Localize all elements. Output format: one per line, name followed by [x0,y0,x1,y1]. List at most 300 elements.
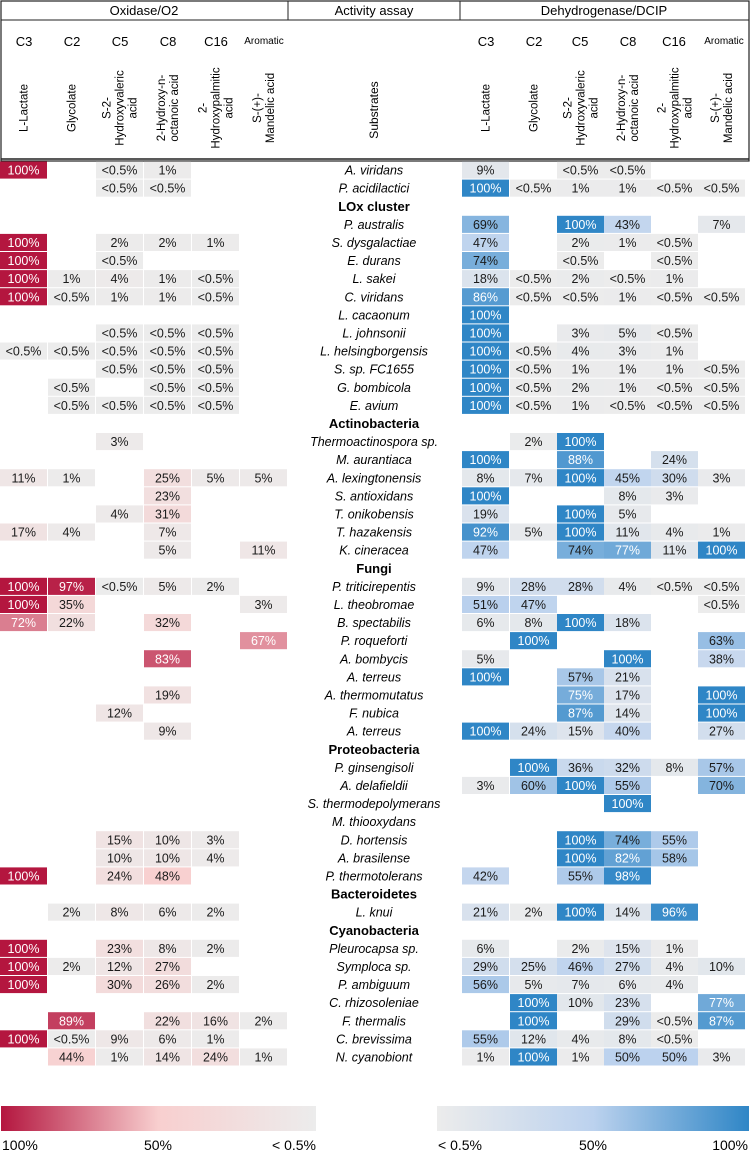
row-label: F. nubica [349,706,399,721]
ox-cell-label: 48% [154,869,181,884]
dh-cell-label: 6% [476,941,495,956]
dh-cell-label: 96% [661,905,688,920]
row-label: L. sakei [352,272,396,287]
dh-cell-label: 45% [614,471,641,486]
dh-cell-label: <0.5% [515,272,552,287]
dh-cell-label: 1% [665,272,684,287]
dh-cell-label: 50% [614,1050,641,1065]
ox-cell-label: 1% [158,272,177,287]
ox-cell-label: <0.5% [149,362,186,377]
dh-cell-label: 9% [476,579,495,594]
ox-cell-label: <0.5% [101,163,138,178]
dh-cell-label: 100% [564,833,597,848]
ox-cell-label: 2% [62,959,81,974]
ox-cell-label: 4% [110,507,129,522]
dh-cell-label: 100% [564,616,597,631]
ox-cell-label: 1% [158,290,177,305]
ox-col-name-1: Glycolate [66,84,79,132]
row-label: M. thiooxydans [331,815,417,830]
row-label: T. onikobensis [334,507,414,522]
dh-cell-label: 4% [665,959,684,974]
row-label: A. terreus [346,670,402,685]
ox-cell-label: <0.5% [53,398,90,413]
dh-cell-label: <0.5% [703,398,740,413]
ox-cell-label: 24% [202,1050,229,1065]
ox-cell-label: 2% [62,905,81,920]
dh-cell-label: <0.5% [656,326,693,341]
dh-cell-label: 86% [472,290,499,305]
ox-cell-label: 89% [58,1014,85,1029]
dh-cell-label: 77% [708,996,735,1011]
dh-cell-label: 56% [472,978,499,993]
dh-cell-label: <0.5% [515,380,552,395]
dh-cell-label: 100% [564,471,597,486]
dh-cell-label: 5% [476,652,495,667]
dh-cell-label: 57% [567,670,594,685]
ox-cell-label: <0.5% [101,398,138,413]
dh-cell-label: 28% [567,579,594,594]
row-label: C. brevissima [336,1032,412,1047]
dh-cell-label: 100% [517,1050,550,1065]
ox-cell-label: <0.5% [197,380,234,395]
dh-cell-label: 3% [571,326,590,341]
col-group-ox-5: Aromatic [244,36,284,47]
dh-cell-label: 40% [614,724,641,739]
dh-cell-label: 1% [618,290,637,305]
dh-cell-label: 3% [665,489,684,504]
col-group-ox-4: C16 [204,34,228,49]
ox-cell-label: <0.5% [149,326,186,341]
dh-cell-label: 100% [469,362,502,377]
dh-cell-label: 74% [614,833,641,848]
ox-cell-label: 100% [7,290,40,305]
ox-cell-label: 7% [158,525,177,540]
dh-cell-label: 55% [614,778,641,793]
dh-cell-label: 6% [476,616,495,631]
dh-cell-label: 100% [469,308,502,323]
dh-cell-label: <0.5% [515,398,552,413]
ox-cell-label: 32% [154,616,181,631]
dh-cell-label: 19% [472,507,499,522]
dh-cell-label: 100% [705,688,738,703]
row-label: A. viridans [344,163,404,178]
row-label: B. spectabilis [337,616,411,631]
legend [1,1106,749,1153]
row-label: D. hortensis [340,833,408,848]
dh-cell-label: 1% [571,1050,590,1065]
row-label: C. rhizosoleniae [329,996,419,1011]
dh-cell-label: 47% [472,543,499,558]
ox-cell-label: <0.5% [101,579,138,594]
ox-cell-label: 6% [158,1032,177,1047]
ox-cell-label: 2% [206,941,225,956]
ox-cell-label: <0.5% [149,181,186,196]
dh-cell-label: <0.5% [656,254,693,269]
dh-cell-label: 100% [705,543,738,558]
dh-cell-label: 11% [662,543,687,558]
ox-cell-label: <0.5% [101,181,138,196]
ox-col-name-0: L-Lactate [18,84,31,132]
legend-ox-mid: 50% [143,1137,173,1153]
dh-cell-label: 38% [708,652,735,667]
ox-cell-label: 23% [106,941,133,956]
group-header: Fungi [356,560,392,576]
dh-cell-label: 55% [472,1032,499,1047]
row-label: L. helsingborgensis [320,344,428,359]
col-group-dh-0: C3 [477,34,495,49]
ox-cell-label: 1% [62,471,81,486]
ox-cell-label: 12% [106,706,133,721]
group-header: Bacteroidetes [331,886,417,902]
dh-cell-label: 51% [472,597,499,612]
dh-cell-label: 4% [571,344,590,359]
ox-col-name-4: 2-Hydroxypalmiticacid [197,67,236,149]
group-header: Actinobacteria [328,415,420,431]
dh-cell-label: 100% [469,724,502,739]
dh-cell-label: <0.5% [656,235,693,250]
row-label: A. brasilense [337,851,411,866]
dh-col-name-5: S-(+)-Mandelic acid [710,72,735,144]
dh-col-name-3: 2-Hydroxy-n-octanoic acid [616,74,641,142]
dh-cell-label: 1% [476,1050,495,1065]
ox-cell-label: <0.5% [5,344,42,359]
ox-cell-label: 1% [62,272,81,287]
dh-cell-label: 14% [614,905,641,920]
ox-cell-label: <0.5% [197,326,234,341]
ox-cell-label: 8% [110,905,129,920]
ox-cell-label: <0.5% [197,344,234,359]
dh-cell-label: 30% [661,471,688,486]
dh-cell-label: <0.5% [656,398,693,413]
col-group-ox-1: C2 [63,34,81,49]
ox-col-name-3: 2-Hydroxy-n-octanoic acid [156,74,181,142]
dh-cell-label: 2% [571,272,590,287]
dh-cell-label: <0.5% [609,398,646,413]
ox-cell-label: 2% [206,978,225,993]
dh-cell-label: 100% [517,760,550,775]
row-label: E. durans [347,254,401,269]
ox-cell-label: 100% [7,959,40,974]
dh-cell-label: 23% [614,996,641,1011]
dh-cell-label: 100% [705,706,738,721]
col-group-dh-4: C16 [662,34,686,49]
dh-cell-label: 100% [564,778,597,793]
dh-cell-label: 100% [564,525,597,540]
row-label: E. avium [349,398,399,413]
dh-cell-label: 6% [618,978,637,993]
dh-cell-label: 100% [469,344,502,359]
dh-cell-label: 27% [614,959,641,974]
ox-cell-label: 11% [11,471,36,486]
legend-ox-high: 100% [2,1137,38,1153]
row-label: Symploca sp. [336,959,412,974]
panel-title-oxidase: Oxidase/O2 [109,3,179,18]
ox-cell-label: <0.5% [149,380,186,395]
ox-cell-label: 100% [7,163,40,178]
dh-cell-label: 1% [712,525,731,540]
row-label: P. ginsengisoli [334,760,414,775]
dh-cell-label: 12% [520,1032,547,1047]
row-label: T. hazakensis [336,525,412,540]
dh-cell-label: <0.5% [656,290,693,305]
dh-cell-label: <0.5% [562,254,599,269]
ox-cell-label: 97% [58,579,85,594]
dh-cell-label: <0.5% [656,1032,693,1047]
ox-cell-label: 1% [206,1032,225,1047]
heatmap-cells [0,162,745,1066]
dh-cell-label: 1% [665,941,684,956]
dh-cell-label: 92% [472,525,499,540]
dh-cell-label: 100% [469,670,502,685]
dh-cell-label: 10% [567,996,594,1011]
legend-bar-dehydrogenase [437,1106,749,1131]
dh-cell-label: 100% [611,652,644,667]
dh-cell-label: 3% [618,344,637,359]
dh-cell-label: 2% [571,235,590,250]
dh-cell-label: 60% [520,778,547,793]
ox-cell-label: <0.5% [53,290,90,305]
dh-cell-label: 100% [611,797,644,812]
dh-cell-label: 1% [618,235,637,250]
col-group-ox-0: C3 [15,34,33,49]
dh-cell-label: <0.5% [656,1014,693,1029]
ox-cell-label: 4% [110,272,129,287]
row-label: A. lexingtonensis [326,471,422,486]
ox-cell-label: 100% [7,869,40,884]
row-label: G. bombicola [337,380,411,395]
dh-cell-label: 9% [476,163,495,178]
dh-cell-label: 3% [712,1050,731,1065]
row-label: P. acidilactici [338,181,410,196]
dh-cell-label: 7% [524,471,543,486]
dh-cell-label: 21% [472,905,499,920]
ox-cell-label: 10% [106,851,133,866]
ox-cell-label: 19% [154,688,181,703]
dh-cell-label: 87% [708,1014,735,1029]
group-header: Proteobacteria [328,741,420,757]
ox-cell-label: 10% [154,833,181,848]
dh-cell-label: 24% [661,453,688,468]
ox-cell-label: <0.5% [53,1032,90,1047]
row-label: A. delafieldii [340,778,408,793]
legend-ox-low: < 0.5% [272,1137,316,1153]
row-label: P. triticirepentis [332,579,416,594]
dh-cell-label: <0.5% [703,181,740,196]
ox-cell-label: 2% [206,905,225,920]
dh-cell-label: 100% [564,851,597,866]
dh-cell-label: 7% [712,217,731,232]
dh-cell-label: 43% [614,217,641,232]
dh-cell-label: <0.5% [609,163,646,178]
ox-cell-label: 100% [7,941,40,956]
dh-cell-label: 2% [524,435,543,450]
ox-cell-label: 100% [7,272,40,287]
dh-cell-label: 21% [614,670,641,685]
col-group-dh-2: C5 [571,34,589,49]
row-label: P. ambiguum [337,978,411,993]
dh-cell-label: 5% [524,978,543,993]
ox-cell-label: 23% [154,489,181,504]
ox-cell-label: 14% [154,1050,181,1065]
dh-cell-label: 100% [517,1014,550,1029]
dh-cell-label: 100% [469,453,502,468]
dh-cell-label: 46% [567,959,594,974]
ox-cell-label: 27% [154,959,181,974]
dh-cell-label: 3% [712,471,731,486]
dh-cell-label: 15% [567,724,594,739]
ox-cell-label: 1% [110,290,129,305]
row-label: A. thermomutatus [324,688,424,703]
row-label: S. antioxidans [334,489,414,504]
dh-cell-label: 7% [571,978,590,993]
dh-cell-label: 5% [524,525,543,540]
ox-cell-label: <0.5% [53,344,90,359]
ox-cell-label: 6% [158,905,177,920]
dh-cell-label: 11% [615,525,640,540]
ox-cell-label: <0.5% [101,326,138,341]
ox-cell-label: 24% [106,869,133,884]
dh-cell-label: 82% [614,851,641,866]
group-header: Cyanobacteria [329,922,419,938]
dh-cell-label: 1% [571,362,590,377]
dh-cell-label: <0.5% [515,290,552,305]
dh-cell-label: <0.5% [703,290,740,305]
dh-cell-label: 1% [618,362,637,377]
ox-cell-label: 100% [7,978,40,993]
ox-cell-label: 5% [206,471,225,486]
ox-col-name-5: S-(+)-Mandelic acid [252,72,277,144]
dh-cell-label: 42% [472,869,499,884]
panel-title-dehydrogenase: Dehydrogenase/DCIP [540,3,668,18]
ox-cell-label: 16% [202,1014,229,1029]
dh-cell-label: 28% [520,579,547,594]
dh-cell-label: 8% [618,489,637,504]
dh-cell-label: 100% [469,181,502,196]
dh-cell-label: 29% [614,1014,641,1029]
dh-cell-label: <0.5% [562,290,599,305]
ox-cell-label: 1% [110,1050,129,1065]
ox-cell-label: <0.5% [53,380,90,395]
ox-cell-label: 2% [158,235,177,250]
dh-cell-label: 50% [661,1050,688,1065]
dh-cell-label: 5% [618,326,637,341]
dh-cell-label: 2% [571,941,590,956]
dh-cell-label: 75% [567,688,594,703]
dh-cell-label: 5% [618,507,637,522]
dh-cell-label: <0.5% [656,181,693,196]
dh-cell-label: <0.5% [515,362,552,377]
dh-cell-label: 87% [567,706,594,721]
ox-cell-label: <0.5% [149,398,186,413]
dh-cell-label: 55% [661,833,688,848]
ox-cell-label: 22% [58,616,85,631]
col-group-ox-2: C5 [111,34,129,49]
legend-bar-oxidase [1,1106,316,1131]
row-label: C. viridans [344,290,404,305]
dh-cell-label: 47% [472,235,499,250]
ox-cell-label: 100% [7,235,40,250]
ox-cell-label: 67% [250,634,277,649]
ox-cell-label: <0.5% [197,362,234,377]
dh-cell-label: 100% [469,326,502,341]
dh-cell-label: 4% [665,525,684,540]
dh-cell-label: 18% [472,272,499,287]
dh-col-name-1: Glycolate [528,84,541,132]
legend-dh-low: < 0.5% [438,1137,482,1153]
row-label: P. australis [343,217,405,232]
dh-cell-label: 100% [564,435,597,450]
dh-cell-label: <0.5% [562,163,599,178]
ox-cell-label: 25% [154,471,181,486]
dh-cell-label: 57% [708,760,735,775]
dh-cell-label: 25% [520,959,547,974]
dh-cell-label: <0.5% [656,579,693,594]
ox-cell-label: 10% [154,851,181,866]
ox-cell-label: 100% [7,1032,40,1047]
legend-dh-mid: 50% [578,1137,608,1153]
ox-cell-label: <0.5% [197,398,234,413]
ox-cell-label: 17% [10,525,37,540]
ox-cell-label: 4% [206,851,225,866]
row-label: L. theobromae [333,597,415,612]
dh-cell-label: 100% [469,380,502,395]
ox-cell-label: 1% [206,235,225,250]
dh-cell-label: 8% [524,616,543,631]
ox-cell-label: 11% [251,543,276,558]
ox-cell-label: 35% [58,597,85,612]
dh-cell-label: <0.5% [656,380,693,395]
ox-cell-label: 30% [106,978,133,993]
ox-cell-label: 1% [254,1050,273,1065]
dh-cell-label: 3% [476,778,495,793]
dh-col-name-4: 2-Hydroxypalmiticacid [656,67,695,149]
ox-cell-label: 26% [154,978,181,993]
substrates-label: Substrates [367,81,381,139]
dh-cell-label: 100% [469,398,502,413]
ox-cell-label: 44% [58,1050,85,1065]
dh-cell-label: 10% [708,959,735,974]
col-group-dh-5: Aromatic [704,36,744,47]
row-label: N. cyanobiont [335,1050,413,1065]
dh-cell-label: 8% [476,471,495,486]
dh-cell-label: 1% [571,398,590,413]
dh-cell-label: 98% [614,869,641,884]
dh-cell-label: 100% [517,996,550,1011]
dh-cell-label: <0.5% [703,597,740,612]
dh-cell-label: 77% [614,543,641,558]
dh-cell-label: 36% [567,760,594,775]
dh-cell-label: 100% [564,905,597,920]
ox-cell-label: <0.5% [101,362,138,377]
dh-cell-label: <0.5% [515,181,552,196]
dh-col-name-2: S-2-Hydroxyvalericacid [562,70,601,146]
ox-cell-label: 4% [62,525,81,540]
dh-cell-label: 1% [665,362,684,377]
row-label: A. terreus [346,724,402,739]
dh-cell-label: 24% [520,724,547,739]
ox-cell-label: 2% [206,579,225,594]
dh-cell-label: 2% [524,905,543,920]
dh-cell-label: <0.5% [609,272,646,287]
dh-cell-label: 17% [614,688,641,703]
ox-cell-label: 22% [154,1014,181,1029]
ox-cell-label: 5% [254,471,273,486]
dh-cell-label: 27% [708,724,735,739]
dh-cell-label: 47% [520,597,547,612]
row-label: S. sp. FC1655 [334,362,414,377]
ox-cell-label: 3% [110,435,129,450]
row-label: L. cacaonum [338,308,410,323]
